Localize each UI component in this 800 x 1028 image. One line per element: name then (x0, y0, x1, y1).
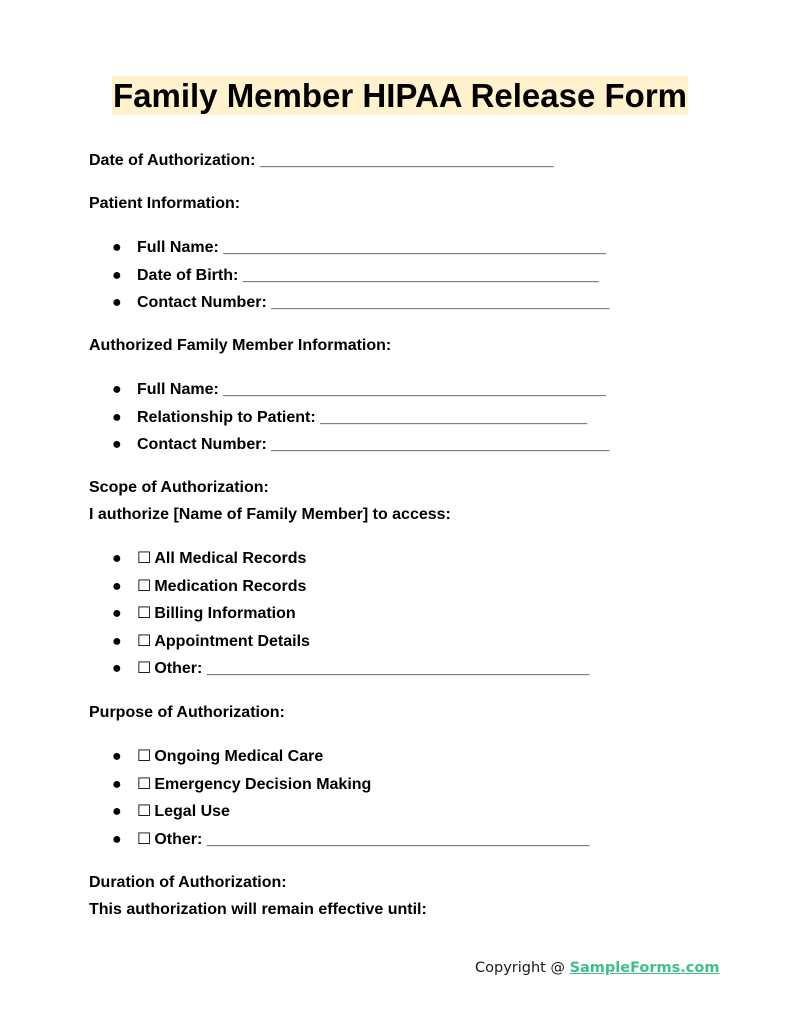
list-item[interactable] (89, 408, 609, 436)
checkbox-icon[interactable]: ☐ (137, 632, 152, 650)
patient-full-name-field[interactable]: Full Name: ___________________________________________ (137, 239, 606, 256)
bullet-icon: ● (112, 381, 122, 398)
copyright-footer (475, 958, 719, 978)
checkbox-icon[interactable]: ☐ (137, 830, 152, 848)
option-other-field[interactable]: Other: ___________________________________________ (154, 660, 590, 677)
option-other-field[interactable]: Other: ___________________________________________ (154, 830, 590, 848)
scope-option-medication[interactable] (89, 577, 589, 605)
list-item[interactable] (89, 293, 609, 321)
scope-heading: Scope of Authorization: (89, 479, 269, 496)
bullet-icon: ● (112, 294, 122, 311)
bullet-icon: ● (112, 632, 122, 650)
bullet-icon: ● (112, 408, 122, 426)
checkbox-icon[interactable]: ☐ (137, 775, 152, 793)
checkbox-icon[interactable]: ☐ (137, 660, 152, 677)
option-label: Medication Records (154, 577, 307, 595)
patient-dob-field[interactable]: Date of Birth: ________________________________________ (137, 266, 599, 284)
option-label: All Medical Records (154, 550, 307, 567)
purpose-heading: Purpose of Authorization: (89, 704, 285, 721)
duration-heading: Duration of Authorization: (89, 874, 287, 891)
list-item[interactable] (89, 435, 609, 463)
scope-option-billing[interactable] (89, 604, 589, 632)
date-of-authorization-field[interactable]: Date of Authorization: _________________________________ (89, 152, 554, 169)
checkbox-icon[interactable]: ☐ (137, 748, 152, 765)
option-label: Legal Use (154, 803, 230, 820)
scope-option-other[interactable] (89, 659, 589, 687)
purpose-option-emergency[interactable] (89, 775, 589, 803)
bullet-icon: ● (112, 577, 122, 595)
option-label: Ongoing Medical Care (154, 748, 324, 765)
bullet-icon: ● (112, 775, 122, 793)
bullet-icon: ● (112, 605, 122, 622)
brand-link[interactable]: SampleForms.com (569, 960, 720, 976)
bullet-icon: ● (112, 436, 122, 453)
purpose-option-other[interactable] (89, 830, 589, 858)
family-relationship-field[interactable]: Relationship to Patient: ______________________________ (137, 408, 588, 426)
family-contact-field[interactable]: Contact Number: ______________________________________ (137, 436, 610, 453)
bullet-icon: ● (112, 660, 122, 677)
purpose-option-ongoing-care[interactable] (89, 747, 589, 775)
list-item[interactable] (89, 266, 609, 294)
option-label: Appointment Details (154, 632, 310, 650)
page-title (0, 76, 800, 115)
checkbox-icon[interactable]: ☐ (137, 550, 152, 567)
bullet-icon: ● (112, 266, 122, 284)
family-info-list (89, 380, 609, 463)
duration-statement: This authorization will remain effective until: (89, 901, 427, 918)
scope-statement: I authorize [Name of Family Member] to access: (89, 506, 451, 523)
scope-option-all-records[interactable] (89, 549, 589, 577)
bullet-icon: ● (112, 550, 122, 567)
purpose-option-legal[interactable] (89, 802, 589, 830)
patient-info-heading: Patient Information: (89, 195, 241, 212)
patient-info-list (89, 238, 609, 321)
copyright-text: Copyright @ (475, 960, 570, 976)
list-item[interactable] (89, 380, 609, 408)
option-label: Billing Information (154, 605, 296, 622)
page-title-text: Family Member HIPAA Release Form (112, 77, 688, 114)
scope-option-appointments[interactable] (89, 632, 589, 660)
checkbox-icon[interactable]: ☐ (137, 605, 152, 622)
bullet-icon: ● (112, 239, 122, 256)
family-full-name-field[interactable]: Full Name: ___________________________________________ (137, 381, 606, 398)
bullet-icon: ● (112, 830, 122, 848)
list-item[interactable] (89, 238, 609, 266)
checkbox-icon[interactable]: ☐ (137, 577, 152, 595)
purpose-checklist (89, 747, 589, 857)
family-info-heading: Authorized Family Member Information: (89, 337, 392, 354)
checkbox-icon[interactable]: ☐ (137, 803, 152, 820)
bullet-icon: ● (112, 748, 122, 765)
scope-checklist (89, 549, 589, 687)
patient-contact-field[interactable]: Contact Number: ______________________________________ (137, 294, 610, 311)
bullet-icon: ● (112, 803, 122, 820)
option-label: Emergency Decision Making (154, 775, 372, 793)
